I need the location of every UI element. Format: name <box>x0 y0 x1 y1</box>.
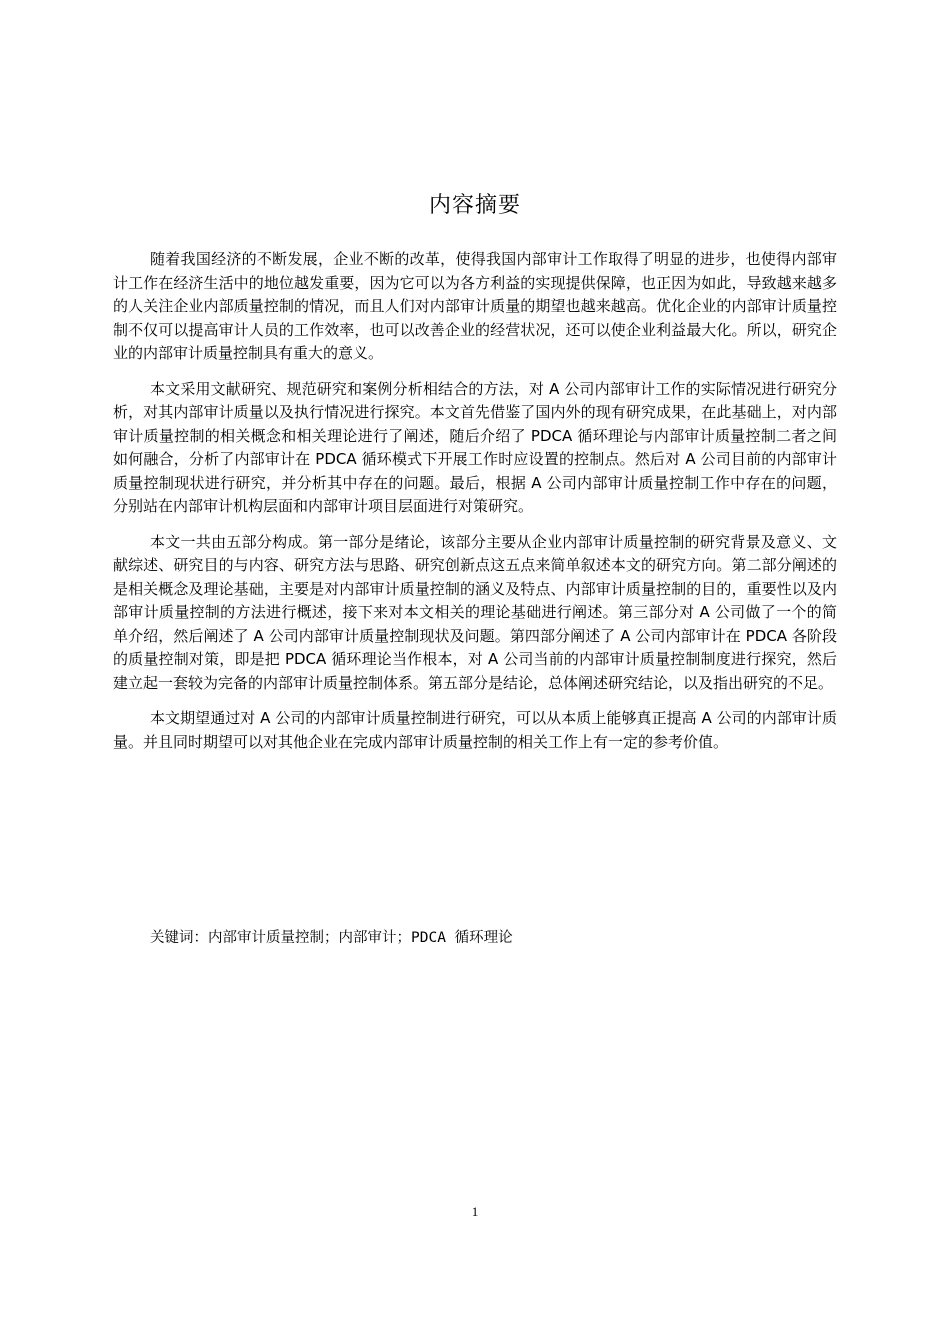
abstract-body <box>113 248 837 766</box>
abstract-paragraph-2: 本文采用文献研究、规范研究和案例分析相结合的方法，对 A 公司内部审计工作的实际情况进行研究分析，对其内部审计质量以及执行情况进行探究。本文首先借鉴了国内外的现有研究成果，在此基础上，对内部审计质量控制的相关概念和相关理论进行了阐述，随后介绍了 PDCA 循环理论与内部审计质量控制二者之间如何融合，分析了内部审计在 PDCA 循环模式下开展工作时应设置的控制点。然后对 A 公司目前的内部审计质量控制现状进行研究，并分析其中存在的问题。最后，根据 A 公司内部审计质量控制工作中存在的问题，分别站在内部审计机构层面和内部审计项目层面进行对策研究。 <box>113 379 837 515</box>
abstract-title: 内容摘要 <box>428 193 521 218</box>
keywords-line: 关键词：内部审计质量控制；内部审计；PDCA 循环理论 <box>150 930 513 946</box>
page-number: 1 <box>471 1204 479 1219</box>
abstract-paragraph-1: 随着我国经济的不断发展，企业不断的改革，使得我国内部审计工作取得了明显的进步，也使得内部审计工作在经济生活中的地位越发重要，因为它可以为各方利益的实现提供保障，也正因为如此，导致越来越多的人关注企业内部质量控制的情况，而且人们对内部审计质量的期望也越来越高。优化企业的内部审计质量控制不仅可以提高审计人员的工作效率，也可以改善企业的经营状况，还可以使企业利益最大化。所以，研究企业的内部审计质量控制具有重大的意义。 <box>113 250 837 362</box>
abstract-paragraph-3: 本文一共由五部分构成。第一部分是绪论，该部分主要从企业内部审计质量控制的研究背景及意义、文献综述、研究目的与内容、研究方法与思路、研究创新点这五点来简单叙述本文的研究方向。第二部分阐述的是相关概念及理论基础，主要是对内部审计质量控制的涵义及特点、内部审计质量控制的目的，重要性以及内部审计质量控制的方法进行概述，接下来对本文相关的理论基础进行阐述。第三部分对 A 公司做了一个的简单介绍，然后阐述了 A 公司内部审计质量控制现状及问题。第四部分阐述了 A 公司内部审计在 PDCA 各阶段的质量控制对策，即是把 PDCA 循环理论当作根本，对 A 公司当前的内部审计质量控制制度进行探究，然后建立起一套较为完备的内部审计质量控制体系。第五部分是结论，总体阐述研究结论，以及指出研究的不足。 <box>113 532 837 692</box>
abstract-paragraph-4: 本文期望通过对 A 公司的内部审计质量控制进行研究，可以从本质上能够真正提高 A 公司的内部审计质量。并且同时期望可以对其他企业在完成内部审计质量控制的相关工作上有一定的参考价值。 <box>113 709 837 751</box>
